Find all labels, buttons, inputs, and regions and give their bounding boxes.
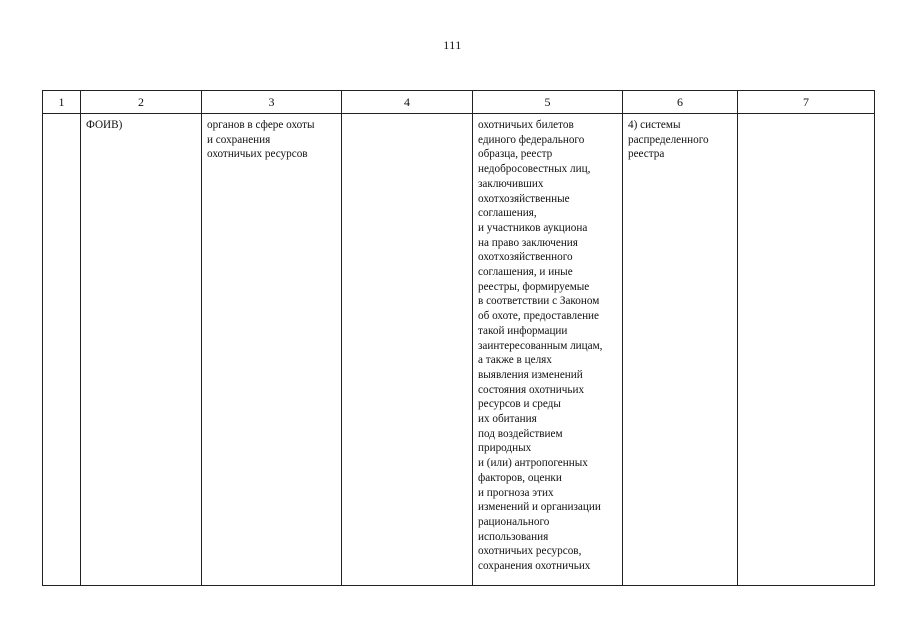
table-cell-col5: охотничьих билетов единого федерального образца, реестр недобросовестных лиц, заключивших охотхозяйственные соглашения, и участников аукциона на право заключения охотхозяйственного соглашения, и иные реестры, формируемые в соответствии с Законом об охоте, предоставление такой информации заинтересованным лицам, а также в целях выявления изменений состояния охотничьих ресурсов и среды их обитания под воздействием природных и (или) антропогенных факторов, оценки и прогноза этих изменений и организации рационального использования охотничьих ресурсов, сохранения охотничьих (473, 114, 623, 586)
table-cell-col6: 4) системы распределенного реестра (623, 114, 738, 586)
table-cell-col3: органов в сфере охоты и сохранения охотничьих ресурсов (202, 114, 342, 586)
column-header-4: 4 (342, 91, 473, 114)
column-header-7: 7 (738, 91, 875, 114)
table-cell-col2: ФОИВ) (81, 114, 202, 586)
page-number: 111 (443, 38, 462, 52)
column-header-3: 3 (202, 91, 342, 114)
column-header-5: 5 (473, 91, 623, 114)
header-row (43, 91, 875, 114)
table-cell-col4 (342, 114, 473, 586)
table-row (43, 114, 875, 586)
table-cell-col1 (43, 114, 81, 586)
document-table (42, 90, 875, 586)
table-cell-col7 (738, 114, 875, 586)
column-header-1: 1 (43, 91, 81, 114)
column-header-6: 6 (623, 91, 738, 114)
column-header-2: 2 (81, 91, 202, 114)
